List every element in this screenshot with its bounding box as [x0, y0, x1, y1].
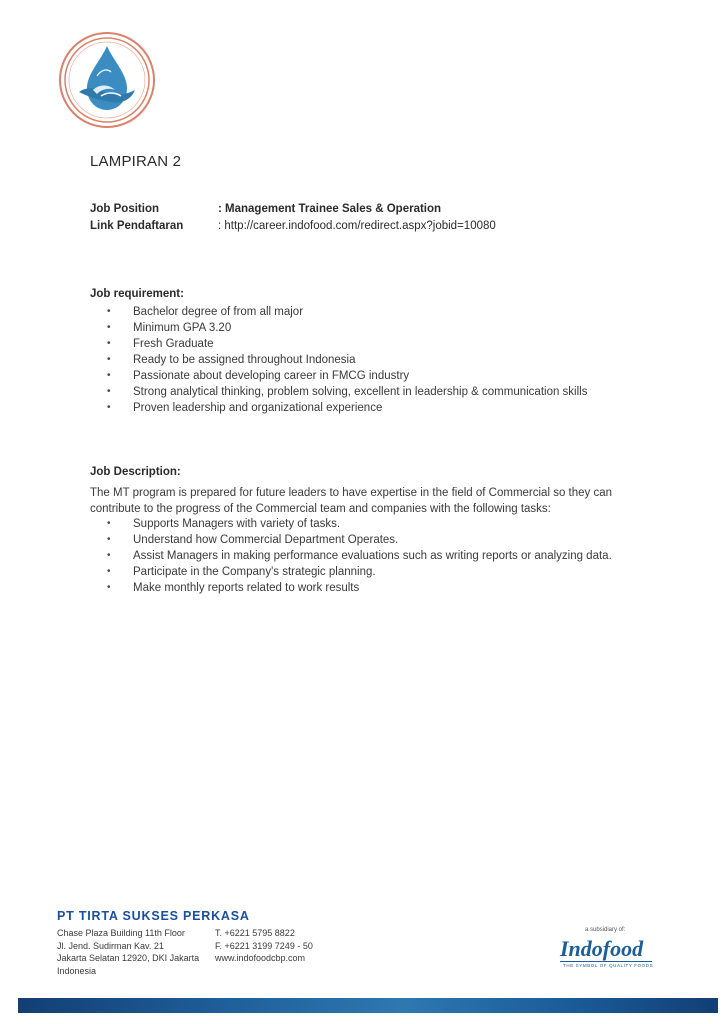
- list-item: • Bachelor degree of from all major: [107, 304, 587, 320]
- list-item: • Passionate about developing career in FMCG industry: [107, 368, 587, 384]
- description-list: [107, 516, 612, 596]
- job-position-value: : Management Trainee Sales & Operation: [218, 203, 442, 215]
- address-line: Jl. Jend. Sudirman Kav. 21: [57, 940, 164, 951]
- list-item: • Fresh Graduate: [107, 336, 587, 352]
- page-title: LAMPIRAN 2: [90, 153, 182, 170]
- list-item: • Understand how Commercial Department Operates.: [107, 532, 612, 548]
- company-address: [57, 927, 199, 977]
- requirement-list: [107, 304, 587, 416]
- subsidiary-label: a subsidiary of:: [585, 927, 626, 933]
- list-item: • Make monthly reports related to work results: [107, 580, 612, 596]
- description-paragraph: The MT program is prepared for future leaders to have expertise in the field of Commercial so they can contribute to the progress of the Commercial team and companies with the following tasks:: [90, 487, 613, 515]
- list-item: • Participate in the Company's strategic planning.: [107, 564, 612, 580]
- brand-tagline: THE SYMBOL OF QUALITY FOODS: [563, 963, 654, 968]
- list-item: • Strong analytical thinking, problem solving, excellent in leadership & communication skills: [107, 384, 587, 400]
- company-name: PT TIRTA SUKSES PERKASA: [57, 909, 250, 923]
- water-drop-icon: [57, 30, 157, 130]
- footer-bar: [18, 998, 718, 1013]
- address-line: Indonesia: [57, 965, 97, 976]
- job-position-label: Job Position: [90, 203, 159, 215]
- phone-number: T. +6221 5795 8822: [215, 928, 295, 938]
- registration-link[interactable]: : http://career.indofood.com/redirect.aspx?jobid=10080: [218, 220, 496, 232]
- address-line: Jakarta Selatan 12920, DKI Jakarta: [57, 953, 200, 963]
- job-fields: [90, 201, 496, 235]
- list-item: • Proven leadership and organizational experience: [107, 400, 587, 416]
- list-item: • Assist Managers in making performance evaluations such as writing reports or analyzing data.: [107, 548, 612, 564]
- job-position-row: [90, 201, 496, 218]
- list-item: • Ready to be assigned throughout Indonesia: [107, 352, 587, 368]
- requirement-title: Job requirement:: [90, 288, 184, 300]
- list-item: • Minimum GPA 3.20: [107, 320, 587, 336]
- website-link[interactable]: www.indofoodcbp.com: [215, 953, 306, 963]
- indofood-logo: Indofood: [560, 936, 644, 961]
- address-line: Chase Plaza Building 11th Floor: [57, 928, 185, 938]
- registration-link-row: [90, 218, 496, 235]
- registration-link-label: Link Pendaftaran: [90, 220, 184, 232]
- description-title: Job Description:: [90, 466, 181, 478]
- logo-divider: [560, 961, 652, 962]
- fax-number: F. +6221 3199 7249 - 50: [215, 940, 313, 951]
- company-logo: [57, 30, 157, 130]
- list-item: • Supports Managers with variety of tasks.: [107, 516, 612, 532]
- company-contact: [215, 927, 313, 965]
